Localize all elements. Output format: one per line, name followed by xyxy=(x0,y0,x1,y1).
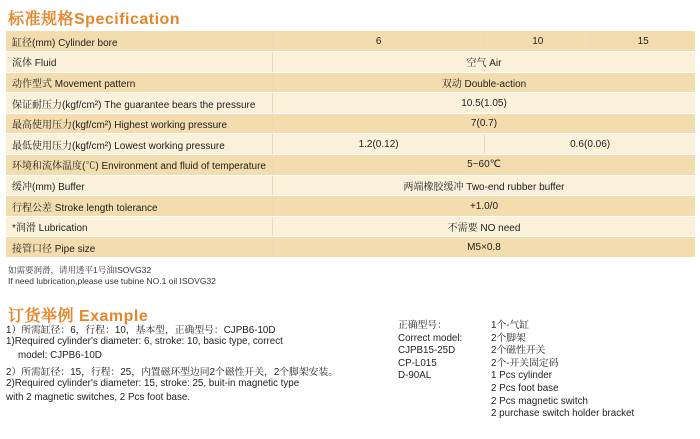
spec-label: 动作型式 Movement pattern xyxy=(6,72,272,93)
lubrication-note-en: If need lubrication,please use tubine NO.1 oil ISOVG32 xyxy=(8,276,216,286)
spec-value: 6 xyxy=(272,31,484,52)
spec-value: +1.0/0 xyxy=(272,196,695,217)
model-list xyxy=(398,320,462,383)
spec-table xyxy=(6,31,695,258)
example-line-5: 2)Required cylinder's diameter: 15, stroke: 25, buit-in magnetic type xyxy=(6,378,300,389)
spec-value: 空气 Air xyxy=(272,52,695,73)
parts-list xyxy=(491,320,634,421)
part-item: 2 Pcs foot base xyxy=(491,382,559,394)
spec-row xyxy=(6,31,695,52)
model-item: 正确型号： xyxy=(398,320,447,331)
spec-row xyxy=(6,72,695,93)
example-heading: 订货举例 Example xyxy=(8,308,149,325)
model-item: Correct model: xyxy=(398,332,463,344)
model-item: CP-L015 xyxy=(398,357,437,369)
spec-label: 保证耐压力(kgf/cm²) The guarantee bears the pressure xyxy=(6,93,272,114)
spec-value: 1.2(0.12) xyxy=(272,134,484,155)
spec-value: M5×0.8 xyxy=(272,237,695,258)
example-line-6: with 2 magnetic switches, 2 Pcs foot base. xyxy=(6,392,191,403)
spec-label: 缸径(mm) Cylinder bore xyxy=(6,31,272,52)
spec-value: 10 xyxy=(485,31,591,52)
spec-value: 7(0.7) xyxy=(272,113,695,134)
part-item: 1个-气缸 xyxy=(491,320,530,331)
spec-label: *润滑 Lubrication xyxy=(6,216,272,237)
spec-value: 不需要 NO need xyxy=(272,216,695,237)
spec-value: 两端橡胶缓冲 Two-end rubber buffer xyxy=(272,175,695,196)
spec-value: 0.6(0.06) xyxy=(485,134,695,155)
spec-value: 10.5(1.05) xyxy=(272,93,695,114)
spec-label: 环境和流体温度(℃) Environment and fluid of temperature xyxy=(6,155,272,176)
spec-row xyxy=(6,52,695,73)
spec-value: 5~60℃ xyxy=(272,155,695,176)
example-line-2: 1)Required cylinder's diameter: 6, stroke: 10, basic type, correct xyxy=(6,336,283,347)
spec-label: 接管口径 Pipe size xyxy=(6,237,272,258)
model-item: CJPB15-25D xyxy=(398,345,456,357)
spec-heading: 标准规格Specification xyxy=(8,11,181,28)
part-item: 2 purchase switch holder bracket xyxy=(491,408,635,420)
part-item: 2个脚架 xyxy=(491,332,526,344)
spec-row xyxy=(6,155,695,176)
part-item: 2 Pcs magnetic switch xyxy=(491,395,588,407)
example-line-4: 2）所需缸径：15，行程：25，内置磁环型边同2个磁性开关，2个脚架安装。 xyxy=(6,367,339,378)
spec-label: 最低使用压力(kgf/cm²) Lowest working pressure xyxy=(6,134,272,155)
spec-label: 行程公差 Stroke length tolerance xyxy=(6,196,272,217)
model-item: D-90AL xyxy=(398,370,432,382)
spec-value: 双动 Double-action xyxy=(272,72,695,93)
part-item: 2个磁性开关 xyxy=(491,345,546,357)
part-item: 2个-开关固定码 xyxy=(491,357,559,369)
part-item: 1 Pcs cylinder xyxy=(491,370,552,382)
spec-row xyxy=(6,113,695,134)
lubrication-note-cn: 如需要润滑，请用透平1号油ISOVG32 xyxy=(8,265,152,275)
spec-row xyxy=(6,196,695,217)
spec-label: 流体 Fluid xyxy=(6,52,272,73)
spec-label: 缓冲(mm) Buffer xyxy=(6,175,272,196)
spec-row xyxy=(6,237,695,258)
spec-label: 最高使用压力(kgf/cm²) Highest working pressure xyxy=(6,113,272,134)
spec-row xyxy=(6,93,695,114)
spec-row xyxy=(6,216,695,237)
spec-value: 15 xyxy=(591,31,695,52)
spec-row xyxy=(6,175,695,196)
example-line-1: 1）所需缸径：6，行程：10，基本型，正确型号：CJPB6-10D xyxy=(6,325,276,336)
example-line-3: model: CJPB6-10D xyxy=(18,350,102,361)
spec-row xyxy=(6,134,695,155)
